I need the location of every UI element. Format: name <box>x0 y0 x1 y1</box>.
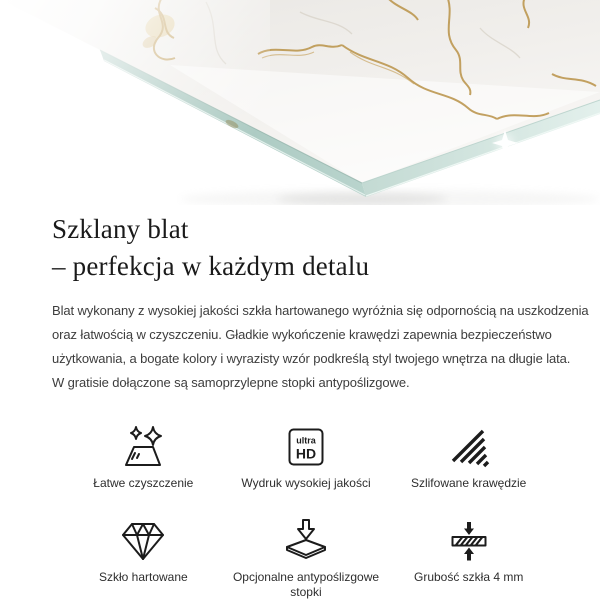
feature-glass-thickness <box>387 516 550 600</box>
description-line: oraz łatwością w czyszczeniu. Gładkie wykończenie krawędzi zapewnia bezpieczeństwo <box>52 327 552 342</box>
ultra-hd-icon <box>286 422 326 468</box>
feature-easy-cleaning <box>62 422 225 491</box>
feature-label: Szlifowane krawędzie <box>410 476 527 490</box>
product-hero-image <box>0 0 600 205</box>
title-line-1: Szklany blat <box>52 214 189 244</box>
feature-label: Grubość szkła 4 mm <box>413 570 524 584</box>
feature-tempered-glass <box>62 516 225 600</box>
title-line-2: – perfekcja w każdym detalu <box>52 251 370 281</box>
svg-text:ultra: ultra <box>296 435 316 446</box>
hatched-edge-icon <box>448 422 490 468</box>
feature-grid <box>62 422 550 600</box>
feature-anti-slip-feet <box>225 516 388 600</box>
feature-label: Szkło hartowane <box>98 570 188 584</box>
feature-label: Łatwe czyszczenie <box>93 476 194 490</box>
feature-polished-edges <box>387 422 550 491</box>
description-line: użytkowania, a bogate kolory i wyrazisty wzór podkreślą styl twojego wnętrza na długie lata. <box>52 351 571 366</box>
arrow-into-pad-icon <box>283 516 329 562</box>
svg-text:HD: HD <box>295 445 317 462</box>
left-white-fade <box>0 0 270 205</box>
page-title <box>52 211 560 285</box>
description-line: Blat wykonany z wysokiej jakości szkła hartowanego wyróżnia się odpornością na uszkodzenia <box>52 303 589 318</box>
diamond-icon <box>120 516 166 562</box>
product-description-section <box>0 205 600 600</box>
sparkling-surface-icon <box>120 422 166 468</box>
description-line: W gratisie dołączone są samoprzylepne stopki antypoślizgowe. <box>52 375 410 390</box>
feature-print-quality <box>225 422 388 491</box>
feature-label: Wydruk wysokiej jakości <box>241 476 371 490</box>
feature-label: Opcjonalne antypoślizgowe stopki <box>232 570 380 599</box>
description-paragraph <box>52 299 589 395</box>
glass-thickness-icon <box>449 516 489 562</box>
